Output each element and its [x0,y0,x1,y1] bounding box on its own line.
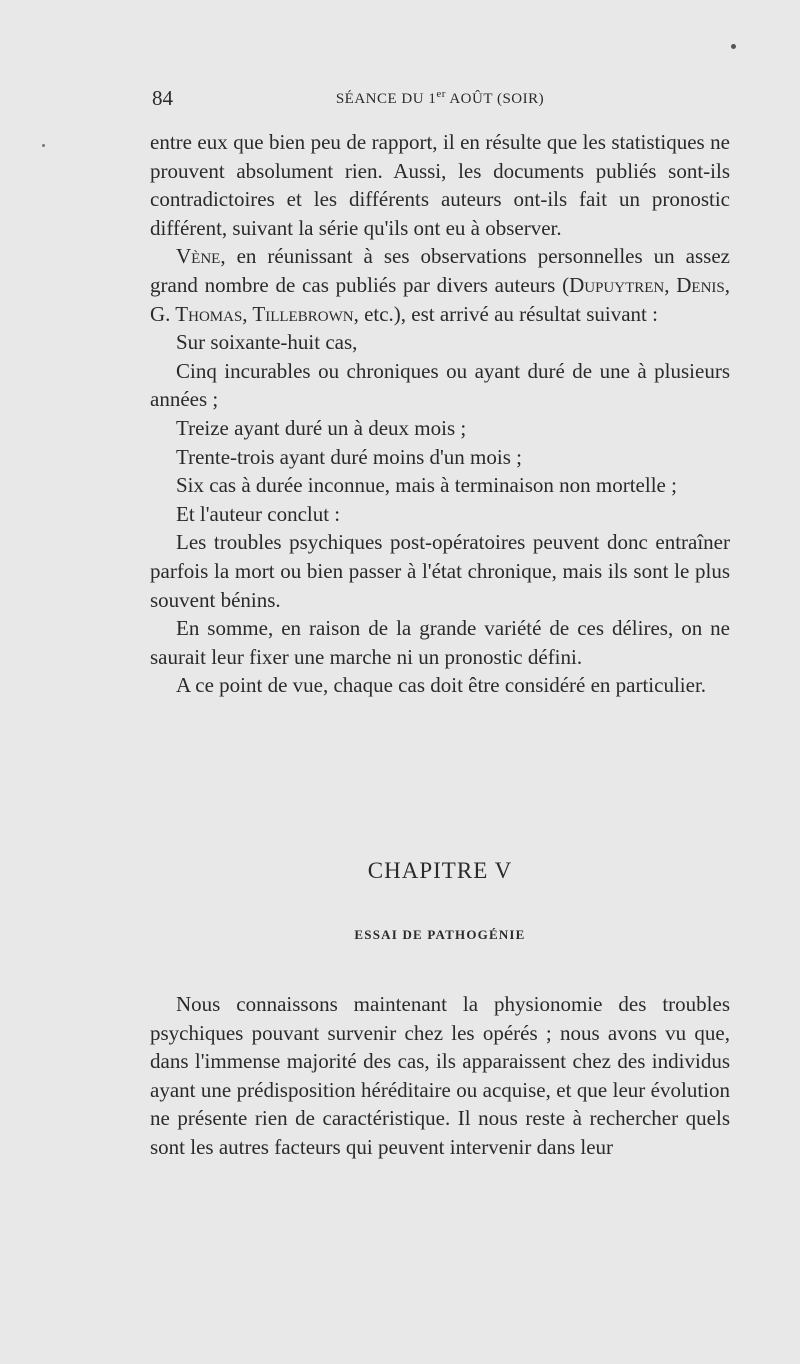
paragraph: Cinq incurables ou chroniques ou ayant duré de une à plusieurs années ; [150,358,730,412]
paragraph: Sur soixante-huit cas, [176,330,358,355]
paragraph: A ce point de vue, chaque cas doit être considéré en particulier. [176,673,707,698]
paragraph: Nous connaissons maintenant la physionomie des troubles psychiques pouvant survenir chez les opérés ; nous avons vu que, dans l'immense majorité des cas, ils apparaissent chez des individus ayant une prédisposition héréditaire ou acquise, et que leur évolution ne présente rien de caractéristique. Il nous reste à rechercher quels sont les autres facteurs qui peuvent intervenir dans leur [150,992,730,1159]
paragraph: entre eux que bien peu de rapport, il en résulte que les statistiques ne prouvent absolument rien. Aussi, les documents publiés sont-ils contradictoires et les différents auteurs ont-ils fait un pronostic différent, suivant la série qu'ils ont eu à observer. [150,130,730,240]
page-number: 84 [152,86,173,110]
chapter-text [150,990,730,1162]
paragraph-text: , en réunissant à ses observations personnelles un assez grand nombre de cas publiés par divers auteurs ( [150,244,730,297]
chapter-heading [150,858,730,943]
running-head-text: SÉANCE DU 1 [335,91,437,107]
ink-speck [731,44,736,49]
running-head-text-end: AOÛT (SOIR) [445,91,545,107]
chapter-subtitle: ESSAI DE PATHOGÉNIE [354,927,526,942]
paragraph: En somme, en raison de la grande variété de ces délires, on ne saurait leur fixer une marche ni un pronostic défini. [150,616,730,669]
page-header [150,86,730,116]
main-text [150,128,730,700]
paragraph: Les troubles psychiques post-opératoires peuvent donc entraîner parfois la mort ou bien passer à l'état chronique, mais ils sont le plus souvent bénins. [150,530,730,612]
author-list: Dupuytren, Denis, G. Thomas, Tillebrown [150,272,730,326]
running-head [150,88,730,108]
paragraph: Et l'auteur conclut : [176,501,341,526]
chapter-title: CHAPITRE V [367,858,513,883]
paragraph: Trente-trois ayant duré moins d'un mois ; [176,444,522,469]
paragraph: Six cas à durée inconnue, mais à terminaison non mortelle ; [176,473,677,498]
paragraph: Treize ayant duré un à deux mois ; [176,415,467,440]
paragraph-vene [150,242,730,328]
ink-speck [42,144,45,147]
paragraph-text: , etc.), est arrivé au résultat suivant : [353,301,658,326]
running-head-superscript: er [436,88,446,100]
author-name: Vène [176,244,221,269]
